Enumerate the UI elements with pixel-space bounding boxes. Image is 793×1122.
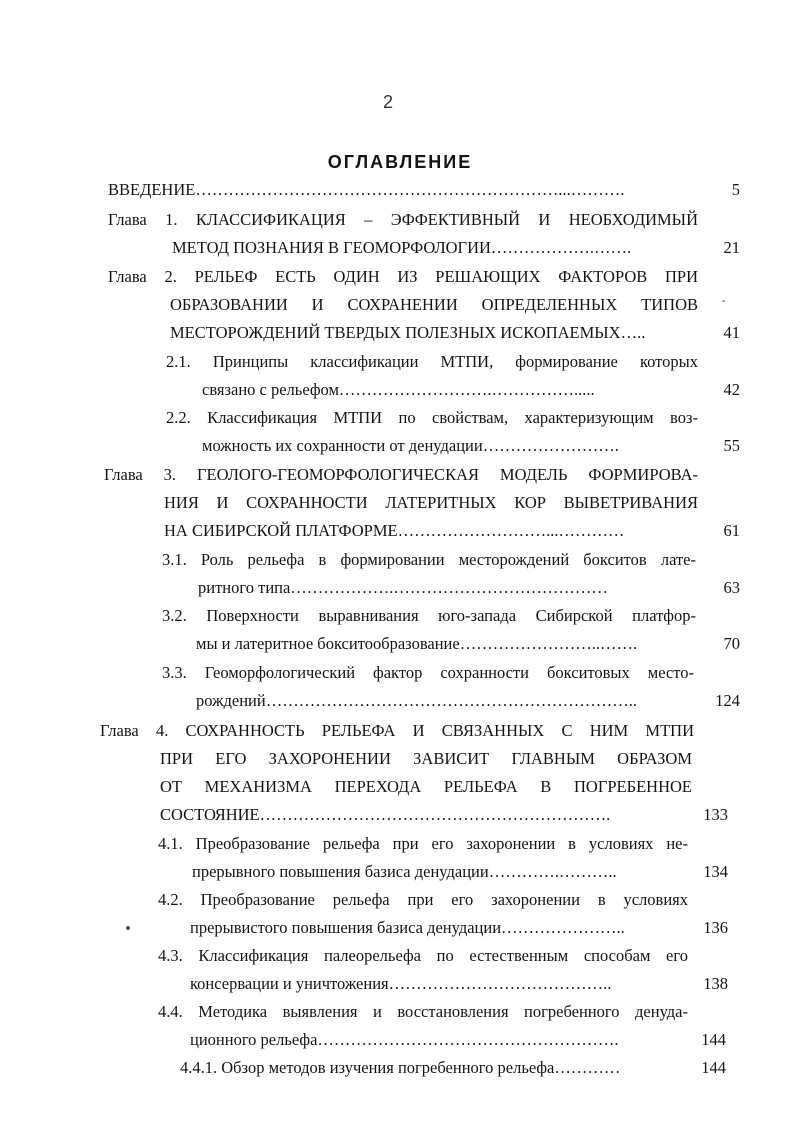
toc-title: ОГЛАВЛЕНИЕ bbox=[327, 152, 473, 172]
toc-section-4-3-line-2: консервации и уничтожения………………………………….. bbox=[190, 974, 612, 993]
toc-entry-intro: ВВЕДЕНИЕ…………………………………………………………...………. bbox=[108, 180, 625, 199]
page-ref-section-3-3: 124 bbox=[715, 691, 740, 710]
page-ref-section-4-2: 136 bbox=[703, 918, 728, 937]
toc-section-2-2-line-2: можность их сохранности от денудации……………………. bbox=[202, 436, 619, 455]
toc-chapter-3-line-1: Глава 3. ГЕОЛОГО-ГЕОМОРФОЛОГИЧЕСКАЯ МОДЕЛЬ ФОРМИРОВА- bbox=[104, 465, 698, 484]
toc-section-3-1-line-1: 3.1. Роль рельефа в формировании месторождений бокситов лате- bbox=[162, 550, 696, 569]
page-ref-chapter-4: 133 bbox=[703, 805, 728, 824]
toc-section-3-3-line-2: рождений………………………………………………………….. bbox=[196, 691, 637, 710]
scan-speck bbox=[722, 300, 725, 302]
toc-chapter-1-line-1: Глава 1. КЛАССИФИКАЦИЯ – ЭФФЕКТИВНЫЙ И НЕОБХОДИМЫЙ bbox=[108, 210, 698, 229]
toc-section-2-1-line-2: связано с рельефом……………………….……………..... bbox=[202, 380, 595, 399]
page-ref-section-3-1: 63 bbox=[723, 578, 740, 597]
page-ref-section-4-3: 138 bbox=[703, 974, 728, 993]
toc-section-4-3-line-1: 4.3. Классификация палеорельефа по естественным способам его bbox=[158, 946, 688, 965]
page-ref-section-2-2: 55 bbox=[723, 436, 740, 455]
page-ref-section-4-1: 134 bbox=[703, 862, 728, 881]
toc-chapter-2-line-3: МЕСТОРОЖДЕНИЙ ТВЕРДЫХ ПОЛЕЗНЫХ ИСКОПАЕМЫХ….. bbox=[170, 323, 646, 342]
toc-chapter-4-line-2: ПРИ ЕГО ЗАХОРОНЕНИИ ЗАВИСИТ ГЛАВНЫМ ОБРАЗОМ bbox=[160, 749, 692, 768]
toc-section-4-2-line-2: прерывистого повышения базиса денудации………………….. bbox=[190, 918, 625, 937]
page-number: 2 bbox=[382, 92, 393, 112]
scan-speck bbox=[126, 926, 130, 930]
page-ref-chapter-3: 61 bbox=[723, 521, 740, 540]
page-ref-subsection-4-4-1: 144 bbox=[701, 1058, 726, 1077]
page-ref-chapter-2: 41 bbox=[723, 323, 740, 342]
toc-section-3-2-line-1: 3.2. Поверхности выравнивания юго-запада Сибирской платфор- bbox=[162, 606, 696, 625]
toc-subsection-4-4-1: 4.4.1. Обзор методов изучения погребенного рельефа………… bbox=[180, 1058, 621, 1077]
page-ref-chapter-1: 21 bbox=[723, 238, 740, 257]
toc-section-3-3-line-1: 3.3. Геоморфологический фактор сохранности бокситовых место- bbox=[162, 663, 694, 682]
page-ref-section-2-1: 42 bbox=[723, 380, 740, 399]
toc-chapter-1-line-2: МЕТОД ПОЗНАНИЯ В ГЕОМОРФОЛОГИИ……………….……. bbox=[172, 238, 632, 257]
toc-chapter-3-line-2: НИЯ И СОХРАННОСТИ ЛАТЕРИТНЫХ КОР ВЫВЕТРИВАНИЯ bbox=[164, 493, 698, 512]
toc-section-3-2-line-2: мы и латеритное бокситообразование……………………..……. bbox=[196, 634, 638, 653]
toc-chapter-4-line-1: Глава 4. СОХРАННОСТЬ РЕЛЬЕФА И СВЯЗАННЫХ С НИМ МТПИ bbox=[100, 721, 694, 740]
toc-chapter-4-line-4: СОСТОЯНИЕ………………………………………………………. bbox=[160, 805, 611, 824]
page-ref-section-4-4: 144 bbox=[701, 1030, 726, 1049]
page-ref-section-3-2: 70 bbox=[723, 634, 740, 653]
toc-section-4-4-line-1: 4.4. Методика выявления и восстановления погребенного денуда- bbox=[158, 1002, 688, 1021]
toc-chapter-3-line-3: НА СИБИРСКОЙ ПЛАТФОРМЕ………………………...………… bbox=[164, 521, 625, 540]
toc-section-2-2-line-1: 2.2. Классификация МТПИ по свойствам, характеризующим воз- bbox=[166, 408, 698, 427]
page-ref-intro: 5 bbox=[731, 180, 740, 199]
toc-chapter-4-line-3: ОТ МЕХАНИЗМА ПЕРЕХОДА РЕЛЬЕФА В ПОГРЕБЕННОЕ bbox=[160, 777, 692, 796]
toc-section-2-1-line-1: 2.1. Принципы классификации МТПИ, формирование которых bbox=[166, 352, 698, 371]
toc-chapter-2-line-1: Глава 2. РЕЛЬЕФ ЕСТЬ ОДИН ИЗ РЕШАЮЩИХ ФАКТОРОВ ПРИ bbox=[108, 267, 698, 286]
toc-section-4-4-line-2: ционного рельефа………………………………………………. bbox=[190, 1030, 619, 1049]
toc-chapter-2-line-2: ОБРАЗОВАНИИ И СОХРАНЕНИИ ОПРЕДЕЛЕННЫХ ТИПОВ bbox=[170, 295, 698, 314]
toc-section-4-1-line-2: прерывного повышения базиса денудации………….……….. bbox=[192, 862, 617, 881]
toc-section-4-2-line-1: 4.2. Преобразование рельефа при его захоронении в условиях bbox=[158, 890, 688, 909]
toc-section-4-1-line-1: 4.1. Преобразование рельефа при его захоронении в условиях не- bbox=[158, 834, 688, 853]
toc-section-3-1-line-2: ритного типа……………….………………………………… bbox=[198, 578, 608, 597]
